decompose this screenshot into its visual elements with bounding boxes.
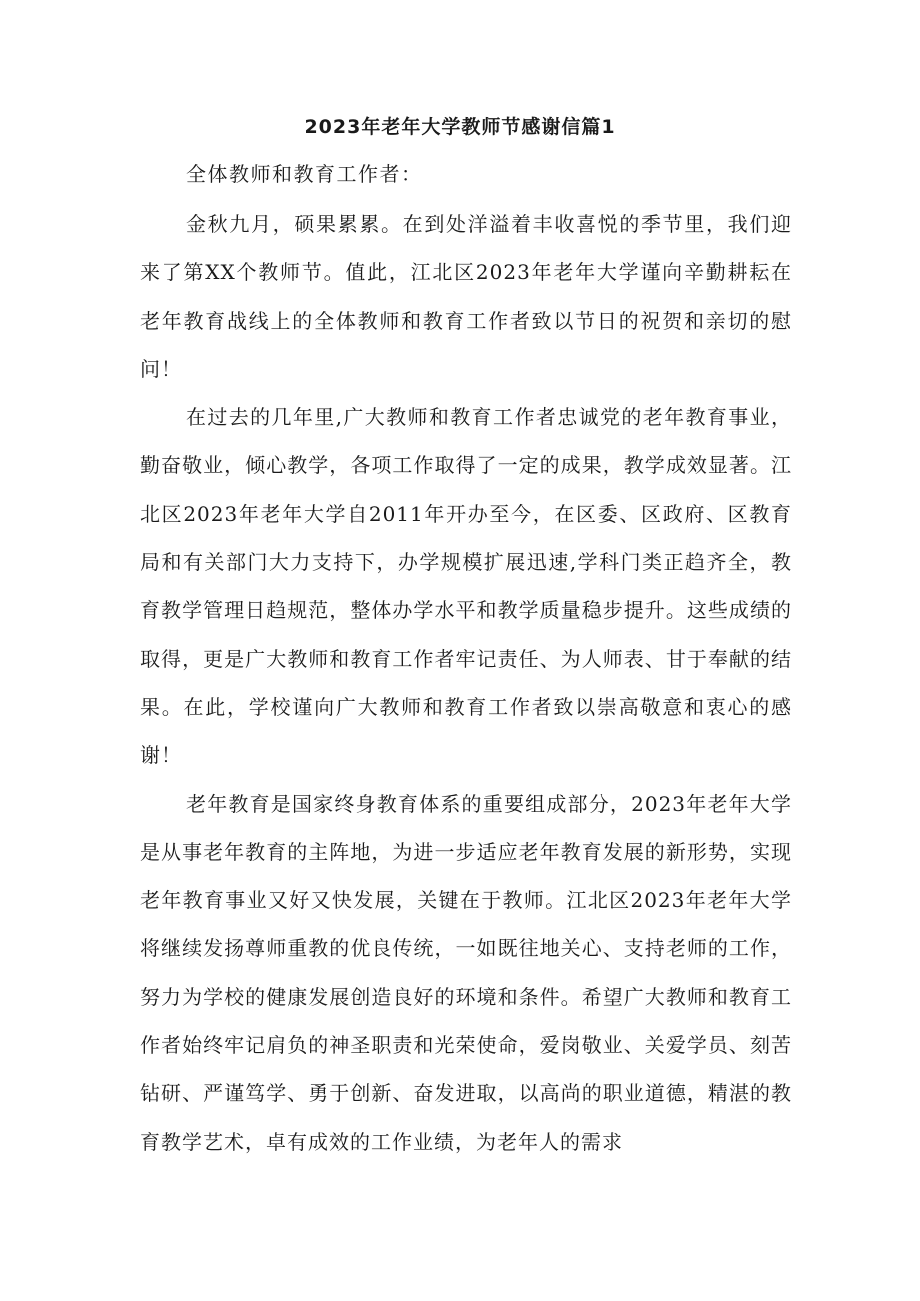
document-body bbox=[140, 200, 792, 1166]
document-title: 2023年老年大学教师节感谢信篇1 bbox=[304, 116, 616, 138]
salutation: 全体教师和教育工作者： bbox=[186, 162, 423, 186]
paragraph-achievements: 在过去的几年里,广大教师和教育工作者忠诚党的老年教育事业，勤奋敬业，倾心教学，各项工作取得了一定的成果，教学成效显著。江北区2023年老年大学自2011年开办至今，在区委、区政府、区教育局和有关部门大力支持下，办学规模扩展迅速,学科门类正趋齐全，教育教学管理日趋规范，整体办学水平和教学质量稳步提升。这些成绩的取得，更是广大教师和教育工作者牢记责任、为人师表、甘于奉献的结果。在此，学校谨向广大教师和教育工作者致以崇高敬意和衷心的感谢！ bbox=[140, 405, 792, 768]
paragraph-greeting: 金秋九月，硕果累累。在到处洋溢着丰收喜悦的季节里，我们迎来了第XX个教师节。值此，江北区2023年老年大学谨向辛勤耕耘在老年教育战线上的全体教师和教育工作者致以节日的祝贺和亲切的慰问！ bbox=[140, 212, 792, 381]
paragraph-expectations: 老年教育是国家终身教育体系的重要组成部分，2023年老年大学是从事老年教育的主阵地，为进一步适应老年教育发展的新形势，实现老年教育事业又好又快发展，关键在于教师。江北区2023年老年大学将继续发扬尊师重教的优良传统，一如既往地关心、支持老师的工作，努力为学校的健康发展创造良好的环境和条件。希望广大教师和教育工作者始终牢记肩负的神圣职责和光荣使命，爱岗敬业、关爱学员、刻苦钻研、严谨笃学、勇于创新、奋发进取，以高尚的职业道德，精湛的教育教学艺术，卓有成效的工作业绩，为老年人的需求 bbox=[140, 791, 792, 1154]
